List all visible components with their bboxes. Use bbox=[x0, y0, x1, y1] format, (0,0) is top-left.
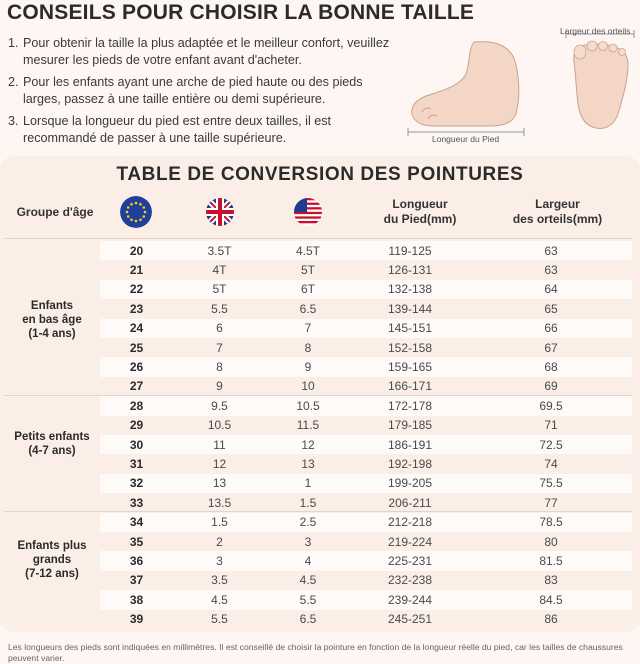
table-row bbox=[100, 299, 632, 318]
header-toe-width bbox=[500, 186, 615, 238]
tip-number: 3. bbox=[8, 114, 19, 128]
cell-width: 65 bbox=[544, 301, 558, 316]
cell-width: 69 bbox=[544, 379, 558, 394]
table-row bbox=[100, 551, 632, 570]
cell-eu: 23 bbox=[129, 301, 144, 316]
us-flag-icon bbox=[292, 196, 324, 228]
tip-item bbox=[8, 113, 403, 146]
cell-width: 64 bbox=[544, 282, 558, 297]
cell-length: 172-178 bbox=[387, 398, 433, 413]
cell-uk: 5T bbox=[212, 282, 227, 297]
cell-width: 74 bbox=[544, 456, 558, 471]
cell-eu: 27 bbox=[129, 379, 144, 394]
cell-length: 225-231 bbox=[387, 553, 433, 568]
group-label-line: (7-12 ans) bbox=[25, 568, 79, 580]
cell-length: 145-151 bbox=[387, 321, 433, 336]
cell-eu: 21 bbox=[129, 262, 144, 277]
cell-eu: 38 bbox=[129, 592, 144, 607]
cell-width: 81.5 bbox=[539, 553, 563, 568]
tip-text: Pour les enfants ayant une arche de pied haute ou des pieds larges, passez à une taille entière ou demi supérieure. bbox=[23, 75, 363, 106]
cell-eu: 26 bbox=[129, 359, 144, 374]
cell-length: 212-218 bbox=[387, 515, 433, 530]
cell-length: 126-131 bbox=[387, 262, 433, 277]
cell-width: 63 bbox=[544, 243, 558, 258]
cell-uk: 2 bbox=[216, 534, 223, 549]
tip-item bbox=[8, 74, 403, 107]
cell-width: 83 bbox=[544, 573, 558, 588]
cell-eu: 32 bbox=[129, 476, 144, 491]
cell-uk: 3 bbox=[216, 553, 223, 568]
cell-uk: 8 bbox=[216, 359, 223, 374]
header-foot-length-line1: Longueur bbox=[392, 197, 448, 211]
cell-us: 5T bbox=[300, 262, 315, 277]
tips-list bbox=[8, 35, 403, 152]
cell-width: 75.5 bbox=[539, 476, 563, 491]
cell-uk: 7 bbox=[216, 340, 223, 355]
cell-us: 6.5 bbox=[299, 301, 317, 316]
cell-uk: 13 bbox=[212, 476, 227, 491]
table-row bbox=[100, 610, 632, 629]
table-row bbox=[100, 416, 632, 435]
cell-eu: 36 bbox=[129, 553, 144, 568]
header-eu bbox=[118, 186, 154, 238]
table-row bbox=[100, 532, 632, 551]
cell-us: 7 bbox=[304, 321, 312, 336]
cell-uk: 3.5T bbox=[207, 243, 232, 258]
header-us bbox=[292, 186, 324, 238]
cell-width: 84.5 bbox=[539, 592, 563, 607]
header-foot-length bbox=[370, 186, 470, 238]
tip-text: Pour obtenir la taille la plus adaptée et le meilleur confort, veuillez mesurer les pieds de votre enfant avant d'acheter. bbox=[23, 36, 390, 67]
group-label-line: en bas âge bbox=[22, 314, 82, 326]
cell-width: 67 bbox=[544, 340, 558, 355]
table-row bbox=[100, 474, 632, 493]
tip-item bbox=[8, 35, 403, 68]
footnote: Les longueurs des pieds sont indiquées en millimètres. Il est conseillé de choisir la pointure en fonction de la longueur réelle du pied, car les tailles de chaussures peuvent varier. bbox=[8, 642, 623, 663]
cell-us: 11.5 bbox=[296, 418, 320, 433]
cell-eu: 24 bbox=[129, 321, 144, 336]
cell-us: 13 bbox=[301, 456, 315, 471]
cell-eu: 20 bbox=[129, 243, 144, 258]
tip-number: 2. bbox=[8, 75, 19, 89]
tip-text: Lorsque la longueur du pied est entre deux tailles, il est recommandé de passer à une taille supérieure. bbox=[23, 114, 332, 145]
cell-uk: 1.5 bbox=[211, 515, 228, 530]
cell-width: 86 bbox=[544, 612, 558, 627]
header-foot-length-line2: du Pied(mm) bbox=[383, 212, 457, 226]
cell-us: 6T bbox=[300, 282, 315, 297]
table-row bbox=[100, 280, 632, 299]
cell-eu: 33 bbox=[129, 495, 144, 510]
cell-length: 132-138 bbox=[387, 282, 433, 297]
cell-us: 8 bbox=[304, 340, 312, 355]
cell-eu: 25 bbox=[129, 340, 144, 355]
cell-eu: 22 bbox=[129, 282, 144, 297]
group-label-toddlers bbox=[6, 299, 98, 341]
cell-uk: 5.5 bbox=[211, 612, 228, 627]
table-row bbox=[100, 241, 632, 260]
cell-uk: 3.5 bbox=[211, 573, 228, 588]
cell-uk: 6 bbox=[216, 321, 223, 336]
cell-length: 219-224 bbox=[387, 534, 433, 549]
cell-uk: 9 bbox=[216, 379, 223, 394]
table-row bbox=[100, 396, 632, 415]
cell-width: 71 bbox=[544, 418, 558, 433]
table-row bbox=[100, 493, 632, 512]
cell-uk: 13.5 bbox=[207, 495, 232, 510]
cell-length: 199-205 bbox=[387, 476, 433, 491]
cell-us: 10.5 bbox=[296, 398, 320, 413]
group-label-little-kids bbox=[6, 430, 98, 458]
cell-length: 166-171 bbox=[387, 379, 433, 394]
tip-number: 1. bbox=[8, 36, 19, 50]
uk-flag-icon bbox=[204, 196, 236, 228]
table-row bbox=[100, 357, 632, 376]
cell-uk: 9.5 bbox=[211, 398, 228, 413]
cell-uk: 11 bbox=[213, 437, 226, 452]
cell-eu: 28 bbox=[129, 398, 144, 413]
cell-width: 78.5 bbox=[539, 515, 563, 530]
group-label-line: grands bbox=[32, 554, 72, 566]
cell-length: 179-185 bbox=[387, 418, 433, 433]
cell-us: 12 bbox=[301, 437, 315, 452]
table-row bbox=[100, 319, 632, 338]
toe-width-label: Largeur des orteils bbox=[560, 26, 631, 36]
cell-uk: 5.5 bbox=[211, 301, 228, 316]
cell-length: 192-198 bbox=[387, 456, 433, 471]
cell-length: 239-244 bbox=[387, 592, 433, 607]
group-label-line: Enfants plus bbox=[17, 540, 87, 552]
table-row bbox=[100, 571, 632, 590]
cell-us: 1 bbox=[304, 476, 312, 491]
table-row bbox=[100, 454, 632, 473]
foot-side-view-icon bbox=[404, 36, 530, 148]
cell-width: 80 bbox=[544, 534, 558, 549]
cell-length: 186-191 bbox=[387, 437, 433, 452]
group-label-line: (4-7 ans) bbox=[28, 445, 76, 457]
cell-eu: 35 bbox=[129, 534, 144, 549]
header-toe-width-line2: des orteils(mm) bbox=[512, 212, 603, 226]
cell-width: 77 bbox=[544, 495, 558, 510]
cell-uk: 12 bbox=[212, 456, 227, 471]
table-row bbox=[100, 513, 632, 532]
cell-eu: 31 bbox=[129, 456, 144, 471]
foot-length-label: Longueur du Pied bbox=[432, 134, 500, 144]
table-row bbox=[100, 590, 632, 609]
cell-eu: 29 bbox=[129, 418, 144, 433]
cell-us: 9 bbox=[304, 359, 312, 374]
cell-us: 1.5 bbox=[299, 495, 317, 510]
group-label-big-kids bbox=[6, 539, 98, 581]
cell-uk: 10.5 bbox=[207, 418, 232, 433]
cell-width: 68 bbox=[544, 359, 558, 374]
header-separator bbox=[4, 238, 632, 239]
cell-length: 232-238 bbox=[387, 573, 433, 588]
header-age-group: Groupe d'âge bbox=[16, 204, 94, 219]
page-title: CONSEILS POUR CHOISIR LA BONNE TAILLE bbox=[7, 1, 475, 24]
cell-us: 4.5 bbox=[299, 573, 317, 588]
cell-uk: 4.5 bbox=[211, 592, 228, 607]
cell-eu: 37 bbox=[129, 573, 144, 588]
cell-eu: 39 bbox=[129, 612, 144, 627]
cell-us: 10 bbox=[301, 379, 315, 394]
cell-eu: 30 bbox=[129, 437, 144, 452]
table-row bbox=[100, 338, 632, 357]
cell-length: 206-211 bbox=[388, 495, 432, 510]
group-label-line: (1-4 ans) bbox=[28, 328, 76, 340]
header-toe-width-line1: Largeur bbox=[535, 197, 580, 211]
table-row bbox=[100, 435, 632, 454]
cell-length: 159-165 bbox=[387, 359, 433, 374]
cell-width: 66 bbox=[544, 321, 558, 336]
group-label-line: Petits enfants bbox=[14, 431, 90, 443]
cell-us: 5.5 bbox=[299, 592, 317, 607]
table-title: TABLE DE CONVERSION DES POINTURES bbox=[116, 164, 524, 185]
cell-length: 119-125 bbox=[388, 243, 432, 258]
cell-length: 152-158 bbox=[387, 340, 433, 355]
cell-uk: 4T bbox=[212, 262, 227, 277]
table-row bbox=[100, 260, 632, 279]
table-row bbox=[100, 377, 632, 396]
cell-width: 63 bbox=[544, 262, 558, 277]
cell-us: 4 bbox=[304, 553, 312, 568]
cell-length: 245-251 bbox=[387, 612, 433, 627]
foot-top-view-icon bbox=[558, 22, 640, 138]
cell-length: 139-144 bbox=[387, 301, 433, 316]
cell-width: 72.5 bbox=[539, 437, 563, 452]
cell-width: 69.5 bbox=[539, 398, 563, 413]
group-label-line: Enfants bbox=[30, 300, 74, 312]
cell-us: 6.5 bbox=[299, 612, 317, 627]
cell-us: 4.5T bbox=[295, 243, 320, 258]
eu-flag-icon bbox=[120, 196, 152, 228]
cell-eu: 34 bbox=[129, 515, 144, 530]
header-uk bbox=[204, 186, 236, 238]
cell-us: 3 bbox=[304, 534, 312, 549]
cell-us: 2.5 bbox=[299, 515, 317, 530]
